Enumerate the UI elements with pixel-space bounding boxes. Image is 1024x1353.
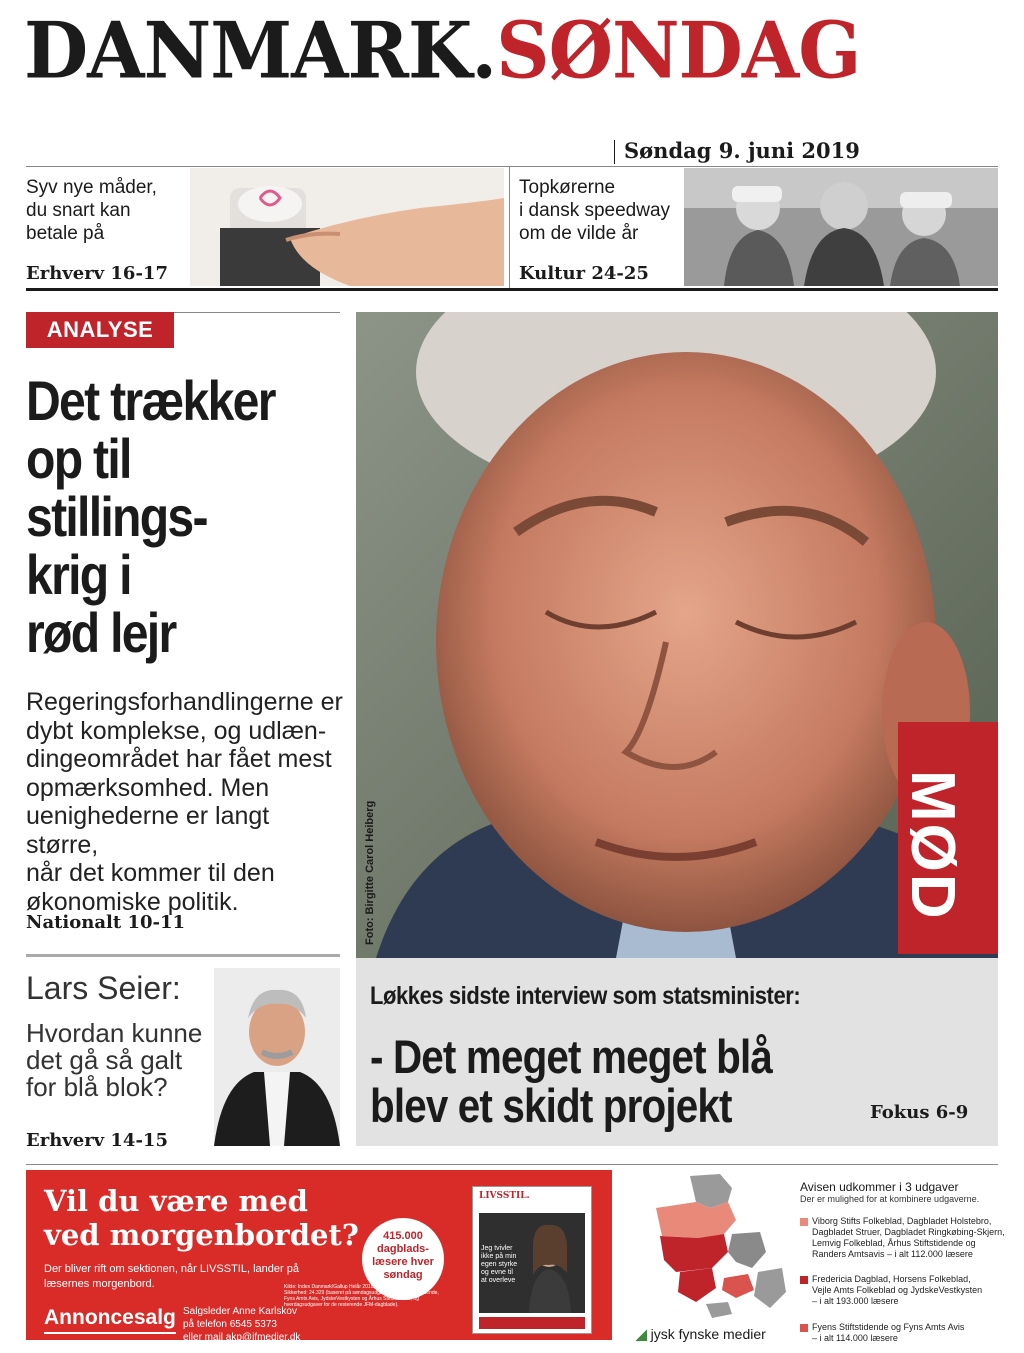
analyse-label: ANALYSE [26, 312, 174, 348]
edition-text: Fyens Stiftstidende og Fyns Amts Avis – i alt 114.000 læsere [812, 1322, 965, 1343]
teaser-divider [509, 166, 510, 288]
seier-name[interactable]: Lars Seier: [26, 970, 181, 1006]
photo-credit: Foto: Birgitte Carol Heiberg [364, 800, 376, 945]
edition-item [800, 1322, 964, 1344]
mini-paper-quote: Jeg tvivler ikke på min egen styrke og evne til at overleve [481, 1245, 518, 1284]
ad-headline: Vil du være med ved morgenbordet? [44, 1184, 359, 1252]
editions-title: Avisen udkommer i 3 udgaver [800, 1180, 959, 1194]
edition-swatch [800, 1276, 808, 1284]
mod-label: MØD [898, 770, 967, 921]
editions-map [636, 1172, 790, 1322]
ad-readers-badge: 415.000 dagblads- læsere hver søndag [362, 1218, 444, 1300]
ad-contact: Salgsleder Anne Karlskov på telefon 6545 5373 eller mail akp@jfmedier.dk [183, 1306, 301, 1343]
mini-paper-strip [479, 1317, 585, 1329]
publisher-name: jysk fynske medier [650, 1326, 766, 1342]
teaser-bottom-rule [26, 288, 998, 291]
analysis-headline[interactable]: Det trækker op til stillings- krig i rød lejr [26, 369, 275, 664]
edition-text: Fredericia Dagblad, Horsens Folkeblad, Vejle Amts Folkeblad og JydskeVestkysten – i alt 193.000 læsere [812, 1274, 983, 1306]
seier-photo [214, 968, 340, 1146]
masthead-edition: SØNDAG [496, 6, 861, 97]
masthead [24, 6, 860, 96]
edition-item [800, 1216, 1005, 1260]
edition-swatch [800, 1218, 808, 1226]
teaser-payment-text[interactable]: Syv nye måder, du snart kan betale på [26, 177, 157, 244]
analysis-bottom-rule [26, 954, 340, 957]
analysis-section: Nationalt 10-11 [26, 912, 186, 933]
interview-kicker: Løkkes sidste interview som statsminister: [370, 982, 801, 1010]
editions-subtitle: Der er mulighed for at kombinere udgaverne. [800, 1194, 980, 1204]
seier-section: Erhverv 14-15 [26, 1130, 168, 1151]
leaf-icon: ◢ [636, 1326, 651, 1342]
ad-subtext: Der bliver rift om sektionen, når LIVSSTIL, lander på læsernes morgenbord. [44, 1263, 299, 1290]
interview-section: Fokus 6-9 [870, 1102, 969, 1123]
teaser-speedway-text[interactable]: Topkørerne i dansk speedway om de vilde år [519, 177, 671, 244]
edition-text: Viborg Stifts Folkeblad, Dagbladet Holstebro, Dagbladet Struer, Dagbladet Ringkøbing-Skjern, Lemvig Folkeblad, Århus Stiftstidende og Randers Amtsavis – i alt 112.000 læsere [812, 1216, 1005, 1259]
interview-headline[interactable]: - Det meget meget blå blev et skidt projekt [370, 1030, 772, 1132]
footer-top-rule [26, 1164, 998, 1165]
teaser-top-rule [26, 166, 998, 167]
payment-photo [190, 168, 504, 286]
teaser-speedway-section: Kultur 24-25 [519, 263, 649, 284]
dateline: Søndag 9. juni 2019 [624, 138, 860, 163]
speedway-photo [684, 168, 998, 286]
seier-question: Hvordan kunne det gå så galt for blå blok? [26, 1018, 203, 1102]
teaser-payment-section: Erhverv 16-17 [26, 263, 168, 284]
publisher-logo [636, 1326, 766, 1343]
masthead-name: DANMARK. [24, 6, 497, 97]
edition-swatch [800, 1324, 808, 1332]
ad-fineprint: Kilde: Index Danmark/Gallup Helår 2018/Målgruppe: 12 år+/ Sikkerhed: 24.329 (baseret på søndagsudgave af Fyens Stiftstidende, Fyns Amts Avis, JydskeVestkysten og Århus Stiftstidende, og hverdagsudgaver for de resterende JFM-dagblade). [284, 1284, 439, 1308]
analysis-lead: Regeringsforhandlingerne er dybt komplekse, og udlæn- dingeområdet har fået mest opmærksomhed. Men uenighederne er langt større, når det kommer til den økonomiske politik. [26, 688, 343, 916]
ad-sales-label[interactable]: Annoncesalg [44, 1306, 176, 1334]
mini-paper-title: LIVSSTIL. [479, 1191, 530, 1201]
edition-item [800, 1274, 982, 1307]
dateline-divider [614, 140, 615, 164]
ad-mini-paper [472, 1186, 592, 1334]
